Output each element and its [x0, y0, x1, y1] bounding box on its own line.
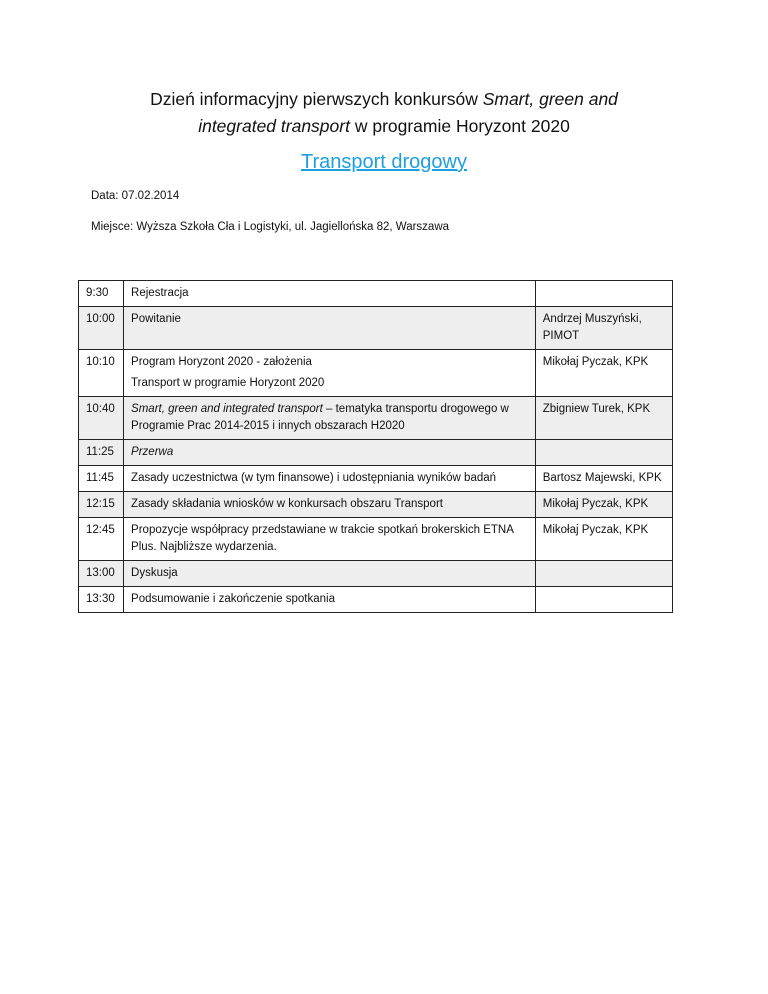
agenda-topic-text: – tematyka transportu drogowego w Programie Prac 2014-2015 i innych obszarach H2020	[131, 403, 509, 432]
agenda-row	[79, 281, 673, 307]
agenda-row	[79, 587, 673, 613]
agenda-time: 9:30	[79, 281, 124, 307]
agenda-speaker: Andrzej Muszyński, PIMOT	[535, 307, 672, 350]
agenda-speaker	[535, 440, 672, 466]
agenda-speaker: Mikołaj Pyczak, KPK	[535, 492, 672, 518]
agenda-topic: Propozycje współpracy przedstawiane w trakcie spotkań brokerskich ETNA Plus. Najbliższe wydarzenia.	[124, 518, 536, 561]
agenda-topic: Rejestracja	[124, 281, 536, 307]
agenda-row	[79, 397, 673, 440]
agenda-time: 10:10	[79, 350, 124, 397]
agenda-speaker	[535, 561, 672, 587]
agenda-row	[79, 561, 673, 587]
agenda-time: 10:40	[79, 397, 124, 440]
agenda-time: 12:45	[79, 518, 124, 561]
event-place: Miejsce: Wyższa Szkoła Cła i Logistyki, ul. Jagiellońska 82, Warszawa	[91, 221, 450, 233]
agenda-speaker: Zbigniew Turek, KPK	[535, 397, 672, 440]
agenda-row	[79, 492, 673, 518]
agenda-topic: Zasady uczestnictwa (w tym finansowe) i udostępniania wyników badań	[124, 466, 536, 492]
agenda-time: 11:45	[79, 466, 124, 492]
event-date: Data: 07.02.2014	[91, 190, 180, 202]
agenda-row	[79, 518, 673, 561]
agenda-row	[79, 440, 673, 466]
agenda-row	[79, 466, 673, 492]
agenda-topic: Powitanie	[124, 307, 536, 350]
title-text-2: w programie Horyzont 2020	[349, 116, 570, 136]
title-italic-2: integrated transport	[198, 116, 350, 136]
agenda-table	[78, 280, 673, 613]
agenda-time: 11:25	[79, 440, 124, 466]
agenda-speaker: Bartosz Majewski, KPK	[535, 466, 672, 492]
agenda-speaker	[535, 587, 672, 613]
document-title	[80, 86, 688, 140]
agenda-topic	[124, 397, 536, 440]
document-subtitle-link[interactable]: Transport drogowy	[301, 151, 467, 173]
agenda-topic: Dyskusja	[124, 561, 536, 587]
agenda-topic	[124, 350, 536, 397]
title-italic-1: Smart, green and	[482, 89, 618, 109]
title-text-1: Dzień informacyjny pierwszych konkursów	[150, 89, 483, 109]
agenda-time: 13:30	[79, 587, 124, 613]
agenda-speaker	[535, 281, 672, 307]
agenda-topic: Przerwa	[124, 440, 536, 466]
agenda-topic-italic: Smart, green and integrated transport	[131, 403, 323, 415]
agenda-row	[79, 350, 673, 397]
agenda-speaker: Mikołaj Pyczak, KPK	[535, 518, 672, 561]
agenda-row	[79, 307, 673, 350]
agenda-speaker: Mikołaj Pyczak, KPK	[535, 350, 672, 397]
agenda-time: 10:00	[79, 307, 124, 350]
agenda-topic: Podsumowanie i zakończenie spotkania	[124, 587, 536, 613]
agenda-topic: Zasady składania wniosków w konkursach obszaru Transport	[124, 492, 536, 518]
agenda-time: 12:15	[79, 492, 124, 518]
agenda-time: 13:00	[79, 561, 124, 587]
agenda-topic-line: Program Horyzont 2020 - założenia	[131, 356, 312, 368]
agenda-topic-line: Transport w programie Horyzont 2020	[131, 377, 325, 389]
